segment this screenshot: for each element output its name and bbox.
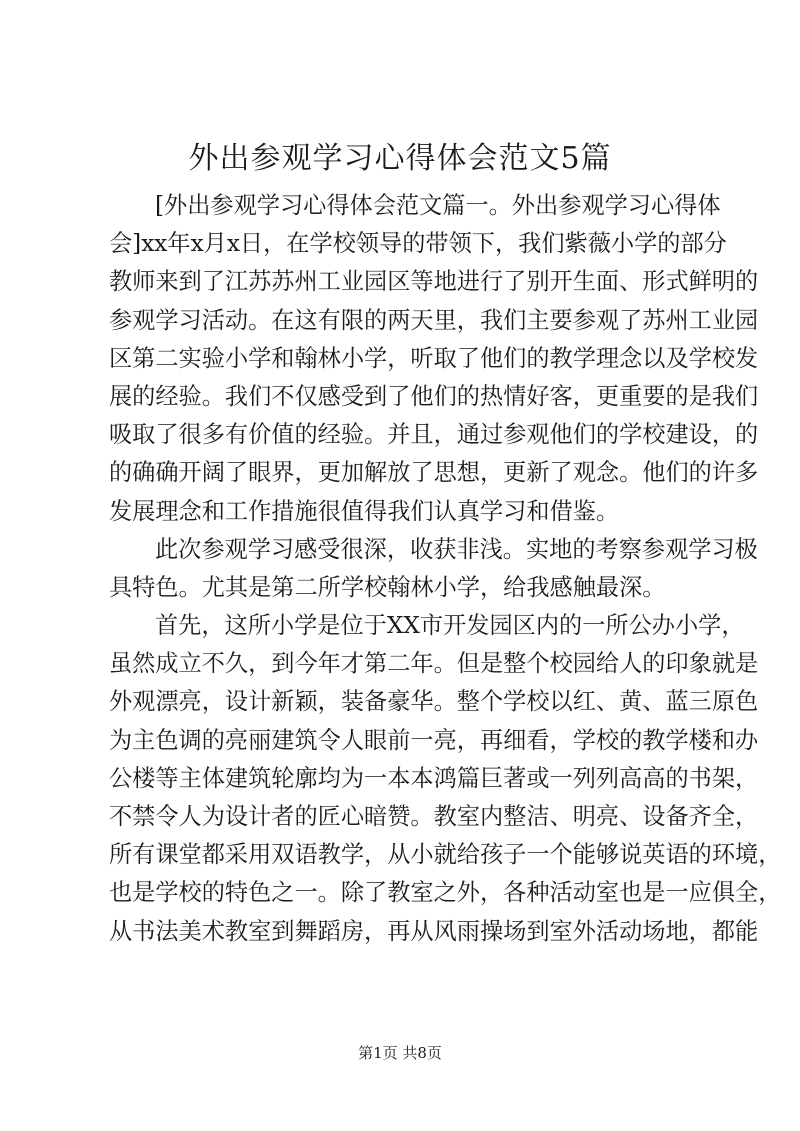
paragraph-2-line-2: 具特色。尤其是第二所学校翰林小学，给我感触最深。 xyxy=(109,573,666,601)
paragraph-1-line-1: [外出参观学习心得体会范文篇一。外出参观学习心得体 xyxy=(155,192,721,219)
paragraph-3-line-7: 所有课堂都采用双语教学，从小就给孩子一个能够说英语的环境， xyxy=(109,841,782,869)
paragraph-1-line-7: 吸取了很多有价值的经验。并且，通过参观他们的学校建设，的 xyxy=(109,421,759,449)
paragraph-3-line-3: 外观漂亮，设计新颖，装备豪华。整个学校以红、黄、蓝三原色 xyxy=(109,688,759,716)
document-title: 外出参观学习心得体会范文5篇 xyxy=(188,141,612,176)
paragraph-1-line-4: 参观学习活动。在这有限的两天里，我们主要参观了苏州工业园 xyxy=(109,306,759,334)
document-body xyxy=(109,187,782,951)
paragraph-1-line-2: 会]xx年x月x日，在学校领导的带领下，我们紫薇小学的部分 xyxy=(109,230,727,258)
paragraph-3-line-4: 为主色调的亮丽建筑令人眼前一亮，再细看，学校的教学楼和办 xyxy=(109,726,759,754)
paragraph-1-line-5: 区第二实验小学和翰林小学，听取了他们的教学理念以及学校发 xyxy=(109,344,759,372)
paragraph-1-line-9: 发展理念和工作措施很值得我们认真学习和借鉴。 xyxy=(109,497,620,525)
paragraph-3-line-8: 也是学校的特色之一。除了教室之外，各种活动室也是一应俱全， xyxy=(109,879,782,907)
paragraph-1-line-8: 的确确开阔了眼界，更加解放了思想，更新了观念。他们的许多 xyxy=(109,459,759,487)
paragraph-3-line-1: 首先，这所小学是位于XX市开发园区内的一所公办小学， xyxy=(155,612,745,640)
paragraph-3-line-2: 虽然成立不久，到今年才第二年。但是整个校园给人的印象就是 xyxy=(109,650,759,678)
paragraph-1-line-3: 教师来到了江苏苏州工业园区等地进行了别开生面、形式鲜明的 xyxy=(109,268,759,296)
page-number-footer: 第1页 共8页 xyxy=(358,1044,442,1062)
paragraph-3-line-9: 从书法美术教室到舞蹈房，再从风雨操场到室外活动场地，都能 xyxy=(109,917,759,945)
paragraph-1-line-6: 展的经验。我们不仅感受到了他们的热情好客，更重要的是我们 xyxy=(109,382,759,410)
paragraph-3-line-6: 不禁令人为设计者的匠心暗赞。教室内整洁、明亮、设备齐全， xyxy=(109,803,759,830)
paragraph-3-line-5: 公楼等主体建筑轮廓均为一本本鸿篇巨著或一列列高高的书架， xyxy=(109,764,759,792)
paragraph-2-line-1: 此次参观学习感受很深，收获非浅。实地的考察参观学习极 xyxy=(155,535,758,563)
